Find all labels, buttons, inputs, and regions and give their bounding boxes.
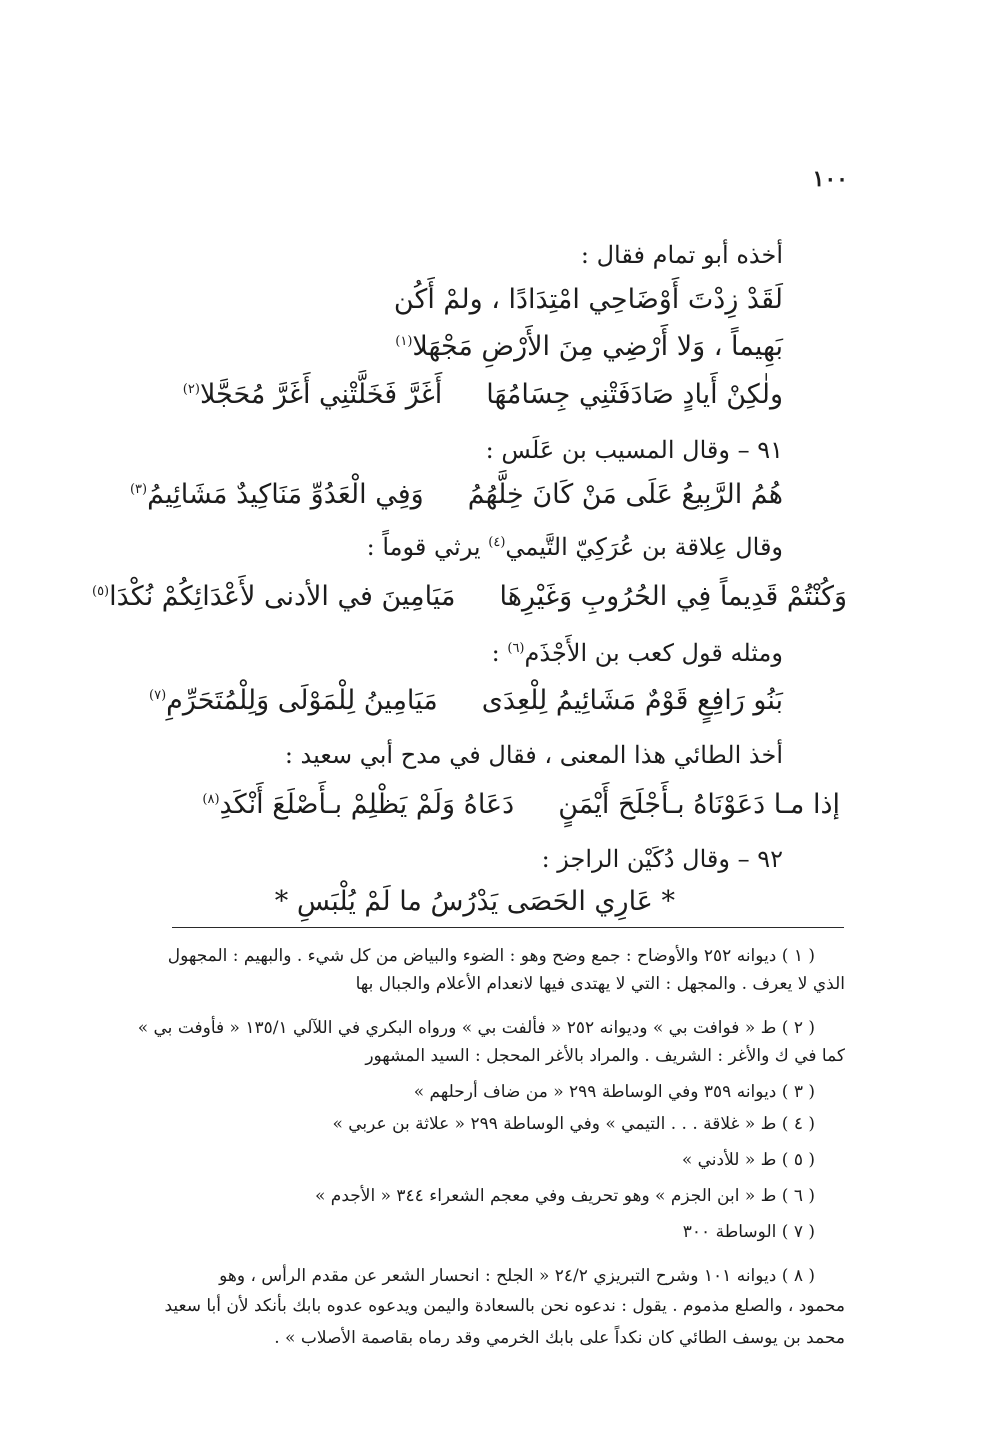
footnote-ref-7: (٧) [149,688,167,703]
verse-hemistich-first: هُمُ الرَّبِيعُ عَلَى مَنْ كَانَ خِلَّهُمُ [467,479,783,510]
verse-dukayn: * عَارِي الحَصَى يَدْرُسُ ما لَمْ يُلْبَسِ * [274,886,675,917]
verse-kaab [149,684,783,718]
intro-tail: : [491,639,500,667]
verse-hemistich-first: إذا مـا دَعَوْنَاهُ بـأَجْلَحَ أَيْمَنٍ [558,789,840,820]
intro-text: ومثله قول كعب بن الأَجْذَم [524,639,783,667]
verse-abu-tammam-1-continued [395,330,783,364]
footnote-8-line-1: ( ٨ ) ديوانه ١٠١ وشرح التبريزي ٢٤/٢ « الجلح : انحسار الشعر عن مقدم الرأس ، وهو [219,1266,815,1286]
verse-text: بَهِيماً ، وَلا أَرْضِي مِنَ الأَرْضِ مَجْهَلا [412,331,783,362]
verse-hemistich-second: مَيَامِينَ في الأدنى لأَعْدَائِكُمْ نُكْدَا [109,581,456,612]
footnote-8-line-3: محمد بن يوسف الطائي كان نكداً على بابك الخرمي وقد رماه بقاصمة الأصلاب » . [274,1328,845,1348]
footnote-4: ( ٤ ) ط « غلاقة . . . التيمي » وفي الوساطة ٢٩٩ « علاثة بن عربي » [332,1114,815,1134]
section-92-heading: ٩٢ – وقال دُكَيْن الراجز : [541,845,783,873]
verse-abu-tammam-2 [183,378,783,412]
intro-text: وقال عِلاقة بن عُرَكِيّ التَّيمي [505,533,783,561]
verse-ilaqa [92,580,847,614]
verse-hemistich-second: دَعَاهُ وَلَمْ يَظْلِمْ بـأَصْلَعَ أَنْكَدِ [219,789,515,820]
footnote-7: ( ٧ ) الوساطة ٣٠٠ [682,1222,815,1242]
line-tai-intro: أخذ الطائي هذا المعنى ، فقال في مدح أبي سعيد : [284,741,783,769]
footnote-ref-4: (٤) [488,535,506,550]
verse-musayyab [130,478,783,512]
line-abu-tammam-intro: أخذه أبو تمام فقال : [580,241,783,269]
footnote-ref-5: (٥) [91,584,110,599]
footnote-ref-3: (٣) [129,482,148,497]
footnote-3: ( ٣ ) ديوانه ٣٥٩ وفي الوساطة ٢٩٩ « من ضاف أرحلهم » [413,1082,815,1102]
section-91-heading: ٩١ – وقال المسيب بن عَلَس : [485,436,783,464]
verse-abu-tammam-1: لَقَدْ زِدْتَ أَوْضَاحِي امْتِدَادًا ، ولمْ أَكُن [393,284,783,315]
verse-hemistich-second: أَغَرَّ فَخَلَّتْنِي أَغَرَّ مُحَجَّلا [199,379,443,410]
footnote-ref-2: (٢) [182,382,200,397]
line-kaab-intro [492,636,783,670]
footnote-2-line-2: كما في ك والأغر : الشريف . والمراد بالأغر المحجل : السيد المشهور [365,1046,845,1066]
verse-hemistich-first: ولٰكِنْ أَيادٍ صَادَفَتْنِي جِسَامُهَا [486,379,783,410]
line-ilaqa-intro [367,530,783,564]
footnote-1-line-1: ( ١ ) ديوانه ٢٥٢ والأوضاح : جمع وضح وهو : الضوء والبياض من كل شيء . والبهيم : المجهول [167,946,815,966]
footnote-divider [172,927,844,928]
footnote-ref-6: (٦) [507,641,525,656]
verse-hemistich-first: بَنُو رَافِعٍ قَوْمٌ مَشَائِيمُ لِلْعِدَى [481,685,783,716]
verse-hemistich-second: مَيَامِينُ لِلْمَوْلَى وَلِلْمُتَحَرِّمِ [166,685,438,716]
verse-hemistich-second: وَفِي الْعَدُوِّ مَنَاكِيدٌ مَشَائِيمُ [147,479,424,510]
footnote-ref-8: (٨) [202,792,220,807]
footnote-ref-1: (١) [395,334,413,349]
footnote-8-line-2: محمود ، والصلع مذموم . يقول : ندعوه نحن بالسعادة واليمن ويدعوه عدوه بابك بأنكد لأن أبا سعيد [164,1296,845,1316]
footnote-2-line-1: ( ٢ ) ط « فوافت بي » وديوانه ٢٥٢ « فألفت بي » ورواه البكري في اللآلي ١٣٥/١ « فأوفت بي » [137,1018,815,1038]
footnote-6: ( ٦ ) ط « ابن الجزم » وهو تحريف وفي معجم الشعراء ٣٤٤ « الأجدم » [315,1186,815,1206]
verse-tai [202,788,840,822]
intro-tail: يرثي قوماً : [366,533,481,561]
page-number: ١٠٠ [812,166,848,192]
footnote-5: ( ٥ ) ط « للأدني » [681,1150,815,1170]
verse-hemistich-first: وَكُنْتُمْ قَدِيماً فِي الحُرُوبِ وَغَيْرِهَا [499,581,847,612]
footnote-1-line-2: الذي لا يعرف . والمجهل : التي لا يهتدى فيها لانعدام الأعلام والجبال بها [355,974,845,994]
